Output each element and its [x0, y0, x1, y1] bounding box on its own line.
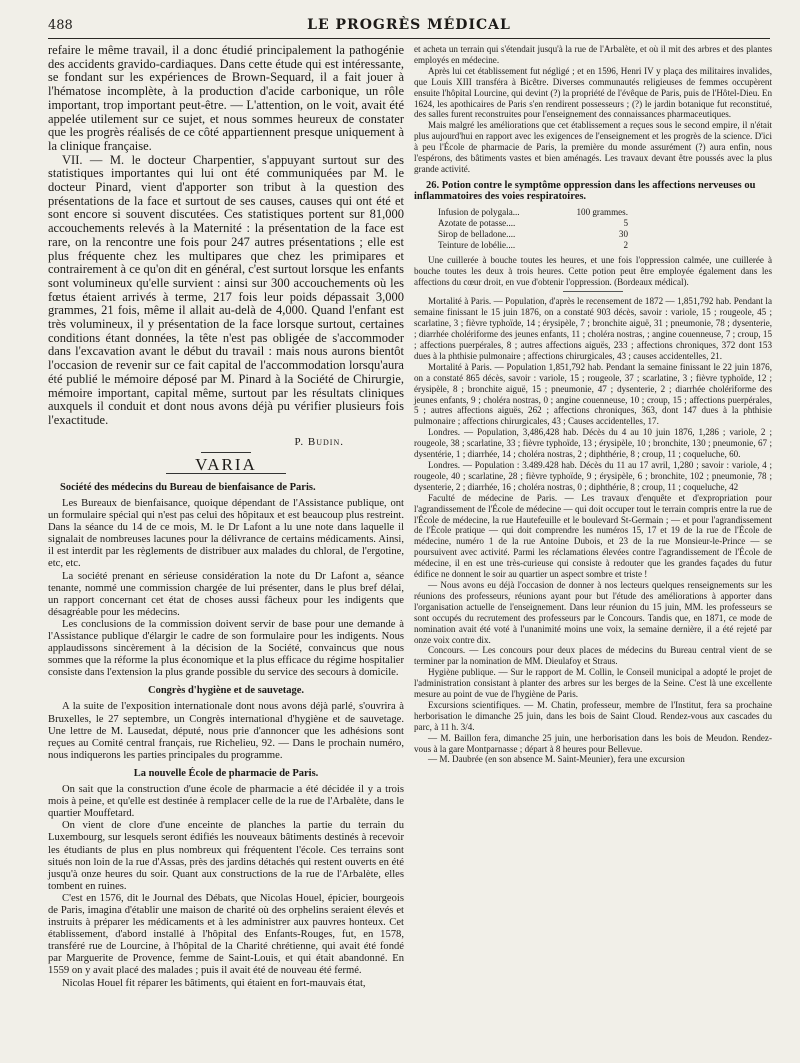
running-title: LE PROGRÈS MÉDICAL [307, 17, 511, 33]
mortality-paris-1: Mortalité à Paris. — Population, d'après le recensement de 1872 — 1,851,792 hab. Pendant la semaine finissant le 15 juin 1876, on a constaté 903 décès, savoir : variole, 15 ; rougeole, 45 ; scarlatine, 3 ; fièvre typhoïde, 14 ; érysipèle, 7 ; bronchite aiguë, 31 ; pneumonie, 78 ; dysenterie, ; diarrhée cholériforme des jeunes enfants, 11 ; choléra nostras, ; angine couenneuse, 7 ; croup, 15 ; affections puerpérales, 8 ; autres affections aiguës, 233 ; affections chroniques, 372 dont 153 dues à la phthisie pulmonaire ; affections chirurgicales, 43 ; causes accidentelles, 21. [414, 296, 772, 361]
mortality-london-2: Londres. — Population : 3.489.428 hab. Décès du 11 au 17 avril, 1,280 ; savoir : variole, 4 ; rougeole, 40 ; scarlatine, 28 ; fièvre typhoïde, 9 ; érysipèle, 6 ; bronchite, 102 ; pneumonie, 78 ; dysenterie, 2 ; diarrhée, 16 ; choléra nostras, 0 ; diphthérie, 8 ; croup, 11 ; coqueluche, 42 [414, 460, 772, 492]
divider [201, 452, 251, 453]
formula-heading: 26. Potion contre le symptôme oppression dans les affections nerveuses ou inflammatoires des voies respiratoires. [414, 179, 756, 202]
page-number: 488 [48, 18, 73, 33]
paragraph: et acheta un terrain qui s'étendait jusqu'à la rue de l'Arbalète, et où il mit des arbres et des plantes employés en médecine. [414, 44, 772, 65]
page-header [48, 16, 770, 39]
paragraph: Mais malgré les améliorations que cet établissement a reçues sous le second empire, il n'était plus aujourd'hui en rapport avec les exigences de l'enseignement et les progrès de la science. D'ici à peu l'École de pharmacie de Paris, la première du monde assurément (?) aura enfin, nous l'espérons, des bâtiments vastes et bien aménagés. Les travaux devant être poussés avec la plus grande activité. [414, 120, 772, 174]
paragraph: C'est en 1576, dit le Journal des Débats, que Nicolas Houel, épicier, bourgeois de Paris, imagina d'établir une maison de charité où des orphelins seraient élevés et instruits à préparer les médicaments et à les administrer aux pauvres honteux. Cet établissement, d'abord installé à l'hôpital des Enfants-Rouges, fut, en 1578, transféré rue de Lourcine, à l'hôpital de la Charité chrétienne, qui avait été fondé par Marguerite de Provence, femme de Saint-Louis, et qui était abandonné. En 1559 on y avait placé des malades ; puis il avait été de nouveau été fermé. [48, 892, 404, 977]
section-heading: La nouvelle École de pharmacie de Paris. [133, 767, 319, 779]
paragraph: VII. — M. le docteur Charpentier, s'appuyant surtout sur des statistiques importantes qui lui ont été communiquées par M. le docteur Pinard, vient d'apporter son tribut à la question des présentations de la face et surtout de ses causes, causes qui ont été et sont encore si souvent discutées. Ces statistiques portent sur 81,000 accouchements relevés à la Maternité : la présentation de la face est rare, on la rencontre une fois pour 247 autres présentations ; elle est plus fréquente chez les multipares que chez les primipares et contrairement à ce qu'on dit en général, c'est surtout lorsque les enfants sont volumineux qu'elle survient : ainsi sur 300 accouchements où les fœtus étaient arrivés à terme, 217 fois leur poids dépassait 3,000 grammes, 21 fois, même il allait au-delà de 4,000. Quand l'enfant est très volumineux, il y présentation de la face lorsque surtout, certaines conditions étant données, la tête n'est pas obligée de s'accommoder dans l'excavation avant le début du travail : mais nous aurons bientôt l'occasion de revenir sur ce fait capital de l'accommodation lorsqu'aura été publié le mémoire déposé par M. Pinard à la Société de Chirurgie, mémoire important, capital même, surtout par les résultats cliniques auxquels il conduit et dont nous avons déjà pu vérifier plusieurs fois l'exactitude. [48, 152, 404, 427]
paragraph: Après lui cet établissement fut négligé ; et en 1596, Henri IV y plaça des militaires invalides, que Louis XIII transféra à Bicêtre. Diverses communautés religieuses de femmes occupèrent ensuite l'hôpital Lourcine, qui devint (?) la propriété de l'évêque de Paris, puis de l'Hôtel-Dieu. En 1624, les apothicaires de Paris s'en rendirent possesseurs ; (?) le jardin botanique fut reconstitué, des salles furent reconstruites pour l'enseignement des connaissances pharmaceutiques. [414, 65, 772, 120]
paragraph: Les conclusions de la commission doivent servir de base pour une demande à l'Assistance publique d'élargir le cadre de son formulaire pour les indigents. Nous applaudissons sincèrement à la décision de la Société, convaincus que nous sommes que la réforme la plus économique et la plus efficace du régime hospitalier consiste dans l'extension la plus grande possible du service des secours à domicile. [48, 618, 404, 679]
excursion-news: — M. Daubrée (en son absence M. Saint-Meunier), fera une excursion [428, 754, 685, 765]
section-heading: Congrès d'hygiène et de sauvetage. [147, 685, 305, 697]
prescription-row: Sirop de belladone.... 30 [438, 228, 628, 239]
prescription-row: Azotate de potasse.... 5 [438, 217, 628, 228]
faculty-news: Faculté de médecine de Paris. — Les travaux d'enquête et d'expropriation pour l'agrandissement de l'École de médecine — qui doit occuper tout le terrain compris entre la rue de l'École de médecine, la rue Hautefeuille et le boulevard St-Germain ; — et pour l'agrandissement de l'École pratique — qui doit comprendre les numéros 15, 17 et 19 de la rue de l'École de médecine, numéro 1 de la rue Antoine Dubois, et 23 de la rue Monsieur-le-Prince — se poursuivent avec activité. Parmi les réclamations élevées contre l'agrandissement de l'École de médecine, il en est une très-curieuse qui consiste à redouter que les grandes façades du futur édifice ne donnent le soir au quartier un aspect sombre et triste ! [414, 492, 772, 580]
prescription-list [438, 207, 772, 251]
hygiene-news: Hygiène publique. — Sur le rapport de M. Collin, le Conseil municipal a adopté le projet de l'administration consistant à planter des arbres sur les berges de la Seine. C'est là une excellente mesure au point de vue de l'hygiène de Paris. [414, 667, 772, 700]
paragraph: La société prenant en sérieuse considération la note du Dr Lafont a, séance tenante, nommé une commission chargée de lui présenter, dans le plus bref délai, un rapport concernant cet état de choses aussi fâcheux pour les indigents que désagréable pour les médecins. [48, 570, 404, 618]
paragraph: On sait que la construction d'une école de pharmacie a été décidée il y a trois mois à peine, et qu'elle est destinée à remplacer celle de la rue de l'Arbalète, dans le quartier Mouffetard. [48, 784, 404, 820]
paragraph: refaire le même travail, il a donc étudié principalement la pathogénie des accidents gravido-cardiaques. Dans cette étude qui est intéressante, se fondant sur les expériences de Brown-Sequard, il a fait jouer à l'hématose incomplète, à la production d'acide carbonique, un rôle important, trop important peut-être. — L'attention, on le voit, avait été appelée utilement sur ce sujet, et nous sommes heureux de constater que les progrès réalisés de ce côté appartiennent presque uniquement à la clinique française. [48, 43, 404, 153]
divider [563, 291, 623, 292]
author-signature: P. Budin. [294, 435, 344, 448]
paragraph: Nicolas Houel fit réparer les bâtiments, qui étaient en fort-mauvais état, [62, 977, 366, 989]
paragraph: Une cuillerée à bouche toutes les heures, et une fois l'oppression calmée, une cuillerée à bouche toutes les deux à trois heures. Cette potion peut être employée également dans les affections du cœur droit, en vue d'obtenir l'oppression. (Bordeaux médical). [414, 254, 772, 287]
mortality-paris-2: Mortalité à Paris. — Population 1,851,792 hab. Pendant la semaine finissant le 22 juin 1876, on a constaté 865 décès, savoir : variole, 15 ; rougeole, 37 ; scarlatine, 3 ; fièvre typhoïde, 12 ; érysipèle, 8 ; bronchite aiguë, 15 ; pneumonie, 47 ; dysenterie, 2 ; diarrhée cholériforme des jeunes enfants, 9 ; choléra nostras, 0 ; angine couenneuse, 10 ; croup, 15 ; affections puerpérales, 5 ; autres affections aiguës, 262 ; affections chroniques, 363, dont 147 dues à la phthisie pulmonaire ; affections chirurgicales, 43 ; Causes accidentelles, 17. [414, 361, 772, 427]
concours-news: Concours. — Les concours pour deux places de médecins du Bureau central vient de se terminer par la nomination de MM. Dieulafoy et Straus. [414, 645, 772, 667]
paragraph: On vient de clore d'une enceinte de planches la partie du terrain du Luxembourg, sur lesquels seront édifiés les nouveaux bâtiments destinés à recevoir les étudiants de plus en plus nombreux qui fréquentent l'école. Ces terrains sont situés non loin de la rue d'Assas, près des jardins détachés qui restent ouverts en été jusqu'à onze heures du soir. Quant aux constructions de la rue de l'Arbalète, elles tombent en ruines. [48, 820, 404, 892]
prescription-row: Infusion de polygala... 100 grammes. [438, 206, 628, 217]
mortality-london-1: Londres. — Population, 3,486,428 hab. Décès du 4 au 10 juin 1876, 1,286 ; variole, 2 ; rougeole, 38 ; scarlatine, 33 ; fièvre typhoïde, 13 ; érysipèle, 10 ; bronchite, 130 ; pneumonie, 67 ; dysentérie, 1 ; diarrhée, 14 ; choléra nostras, 2 ; diphthérie, 8 ; croup, 11 ; coqueluche, 60. [414, 427, 772, 460]
faculty-news: — Nous avons eu déjà l'occasion de donner à nos lecteurs quelques renseignements sur les réunions des professeurs, réunions ayant pour but l'étude des améliorations à apporter dans l'organisation actuelle de l'enseignement. Dans leur réunion du 15 juin, MM. les professeurs se sont occupés du recrutement des professeurs par le Concours. Tandis que, en 1871, ce mode de nomination avait été voté à l'unanimité moins une voix, la semaine dernière, il a été rejeté par onze voix contre dix. [414, 579, 772, 645]
excursion-news: — M. Baillon fera, dimanche 25 juin, une herborisation dans les bois de Meudon. Rendez-vous à la gare Montparnasse ; départ à 8 heures pour Bellevue. [414, 732, 772, 754]
section-heading: Société des médecins du Bureau de bienfaisance de Paris. [60, 481, 316, 493]
left-column [48, 44, 404, 990]
right-column [414, 44, 772, 765]
paragraph: A la suite de l'exposition internationale dont nous avons déjà parlé, s'ouvrira à Bruxelles, le 27 septembre, un Congrès international d'hygiène et de sauvetage. Une lettre de M. Lausedat, député, nous prie d'annoncer que les adhésions sont reçues au Comité central français, rue Richelieu, 92. — Dans le prochain numéro, nous indiquerons les parties principales du programme. [48, 701, 404, 761]
paragraph: Les Bureaux de bienfaisance, quoique dépendant de l'Assistance publique, ont un formulaire spécial qui n'est pas celui des hôpitaux et est beaucoup plus restreint. Dans la séance du 14 de ce mois, M. le Dr Lafont a lu une note dans laquelle il signalait de nombreuses lacunes pour la délivrance de certains médicaments. Ainsi, il est interdit par les règlements de distribuer aux malades du chloral, de l'ergotine, etc, etc. [48, 497, 404, 570]
prescription-row: Teinture de lobélie.... 2 [438, 239, 628, 250]
excursion-news: Excursions scientifiques. — M. Chatin, professeur, membre de l'Institut, fera sa prochaine herborisation le dimanche 25 juin, dans les bois de Saint Cloud. Rendez-vous aux cascades du parc, à 11 h. 3/4. [414, 699, 772, 732]
section-title-varia: VARIA [166, 459, 286, 474]
obstetrics-review [48, 44, 404, 428]
